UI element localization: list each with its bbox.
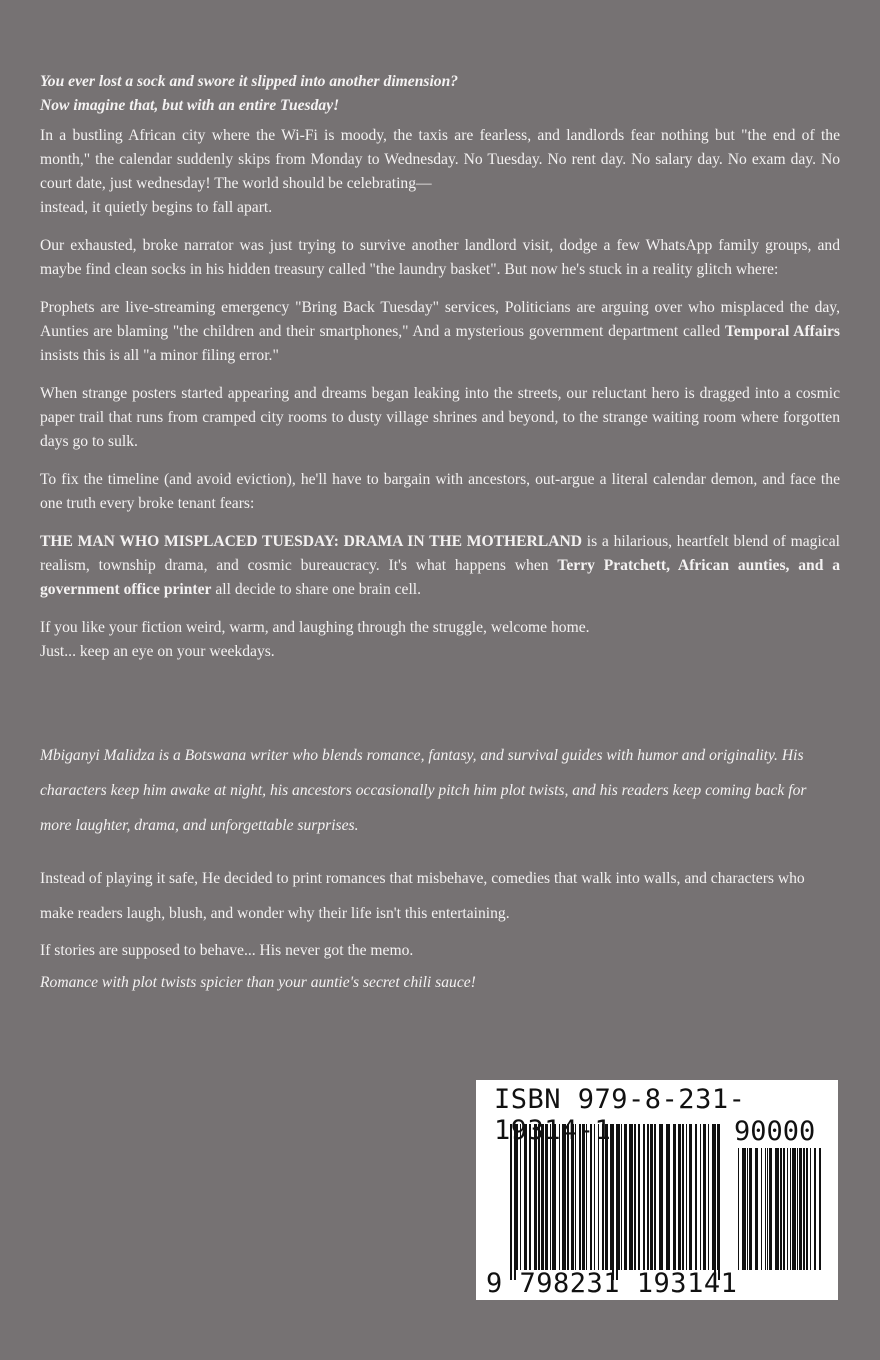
barcode-bar [797, 1148, 798, 1270]
barcode-bar [738, 1148, 739, 1270]
p3-bold: Temporal Affairs [724, 323, 840, 340]
barcode-bar [814, 1148, 816, 1270]
hook-line-2: Now imagine that, but with an entire Tuesday! [40, 97, 340, 114]
barcode-guard-bar [714, 1124, 716, 1280]
barcode-bar [775, 1148, 779, 1270]
p6-end: all decide to share one brain cell. [211, 581, 422, 598]
barcode-bar [792, 1148, 796, 1270]
barcode-guard-bar [718, 1124, 720, 1280]
barcode-bar [761, 1148, 762, 1270]
author-section [40, 738, 840, 995]
isbn-label: ISBN 979-8-231-19314-1 [494, 1084, 746, 1146]
barcode-guard-bar [514, 1124, 516, 1280]
barcode-bar [790, 1148, 791, 1270]
ean-digits: 9 798231 193141 [486, 1268, 738, 1299]
barcode-bar [783, 1148, 785, 1270]
barcode-bar [765, 1148, 766, 1270]
author-tagline: Romance with plot twists spicier than your auntie's secret chili sauce! [40, 974, 476, 991]
p1-end: instead, it quietly begins to fall apart. [40, 199, 273, 216]
blurb-paragraph-5: To fix the timeline (and avoid eviction), he'll have to bargain with ancestors, out-argue a literal calendar demon, and face the one truth every broke tenant fears: [40, 471, 840, 512]
barcode-bar [755, 1148, 758, 1270]
blurb-paragraph-4: When strange posters started appearing and dreams began leaking into the streets, our reluctant hero is dragged into a cosmic paper trail that runs from cramped city rooms to dusty village shrines and beyond, to the strange waiting room where forgotten days go to sulk. [40, 385, 840, 450]
p6-mid: is a hilarious, heartfelt blend of magical realism, township drama, and cosmic bureaucracy. It's what happens when [40, 533, 840, 574]
barcode-bar [767, 1148, 768, 1270]
isbn-barcode [476, 1080, 838, 1300]
barcode-bar [806, 1148, 808, 1270]
p1-text: In a bustling African city where the Wi-Fi is moody, the taxis are fearless, and landlords fear nothing but "the end of the month," the calendar suddenly skips from Monday to Wednesday. No Tuesday. No rent day. No salary day. No exam day. No court date, just wednesday! The world should be celebrating— [40, 127, 840, 192]
book-blurb [40, 70, 840, 678]
barcode-bar [742, 1148, 746, 1270]
author-bio: Mbiganyi Malidza is a Botswana writer who blends romance, fantasy, and survival guides with humor and originality. His characters keep him awake at night, his ancestors occasionally pitch him plot twists, and his readers keep coming back for more laughter, drama, and unforgettable surprises. [40, 747, 807, 834]
barcode-bar [810, 1148, 811, 1270]
barcode-bar [749, 1148, 752, 1270]
p6-bold: Terry Pratchett, African aunties, and a government office printer [40, 557, 840, 598]
blurb-paragraph-6 [40, 530, 840, 602]
barcode-bar [787, 1148, 788, 1270]
book-title: THE MAN WHO MISPLACED TUESDAY: DRAMA IN THE MOTHERLAND [40, 533, 582, 550]
blurb-paragraph-2: Our exhausted, broke narrator was just trying to survive another landlord visit, dodge a few WhatsApp family groups, and maybe find clean socks in his hidden treasury called "the laundry basket". But now he's stuck in a reality glitch where: [40, 237, 840, 278]
hook-line-1: You ever lost a sock and swore it slipped into another dimension? [40, 73, 459, 90]
barcode-bar [819, 1148, 821, 1270]
barcode-guard-bar [510, 1124, 512, 1280]
barcode-bar [747, 1148, 748, 1270]
p7-line-2: Just... keep an eye on your weekdays. [40, 643, 275, 660]
barcode-bar [780, 1148, 782, 1270]
price-addon: 90000 [734, 1116, 816, 1147]
barcode-guard-bar [616, 1124, 618, 1280]
author-approach: Instead of playing it safe, He decided to print romances that misbehave, comedies that walk into walls, and characters who make readers laugh, blush, and wonder why their life isn't this entertaining. [40, 870, 805, 922]
author-memo: If stories are supposed to behave... His never got the memo. [40, 942, 414, 959]
blurb-paragraph-7 [40, 616, 840, 664]
barcode-bar [803, 1148, 805, 1270]
blurb-paragraph-1 [40, 124, 840, 220]
p7-line-1: If you like your fiction weird, warm, and laughing through the struggle, welcome home. [40, 619, 590, 636]
p3-start: Prophets are live-streaming emergency "Bring Back Tuesday" services, Politicians are arguing over who misplaced the day, Aunties are blaming "the children and their smartphones," And a mysterious government department called [40, 299, 840, 340]
hook-text [40, 70, 840, 118]
p3-end: insists this is all "a minor filing error." [40, 347, 279, 364]
barcode-bar [799, 1148, 802, 1270]
barcode-guard-bar [612, 1124, 614, 1280]
blurb-paragraph-3 [40, 296, 840, 368]
barcode-bar [769, 1148, 772, 1270]
